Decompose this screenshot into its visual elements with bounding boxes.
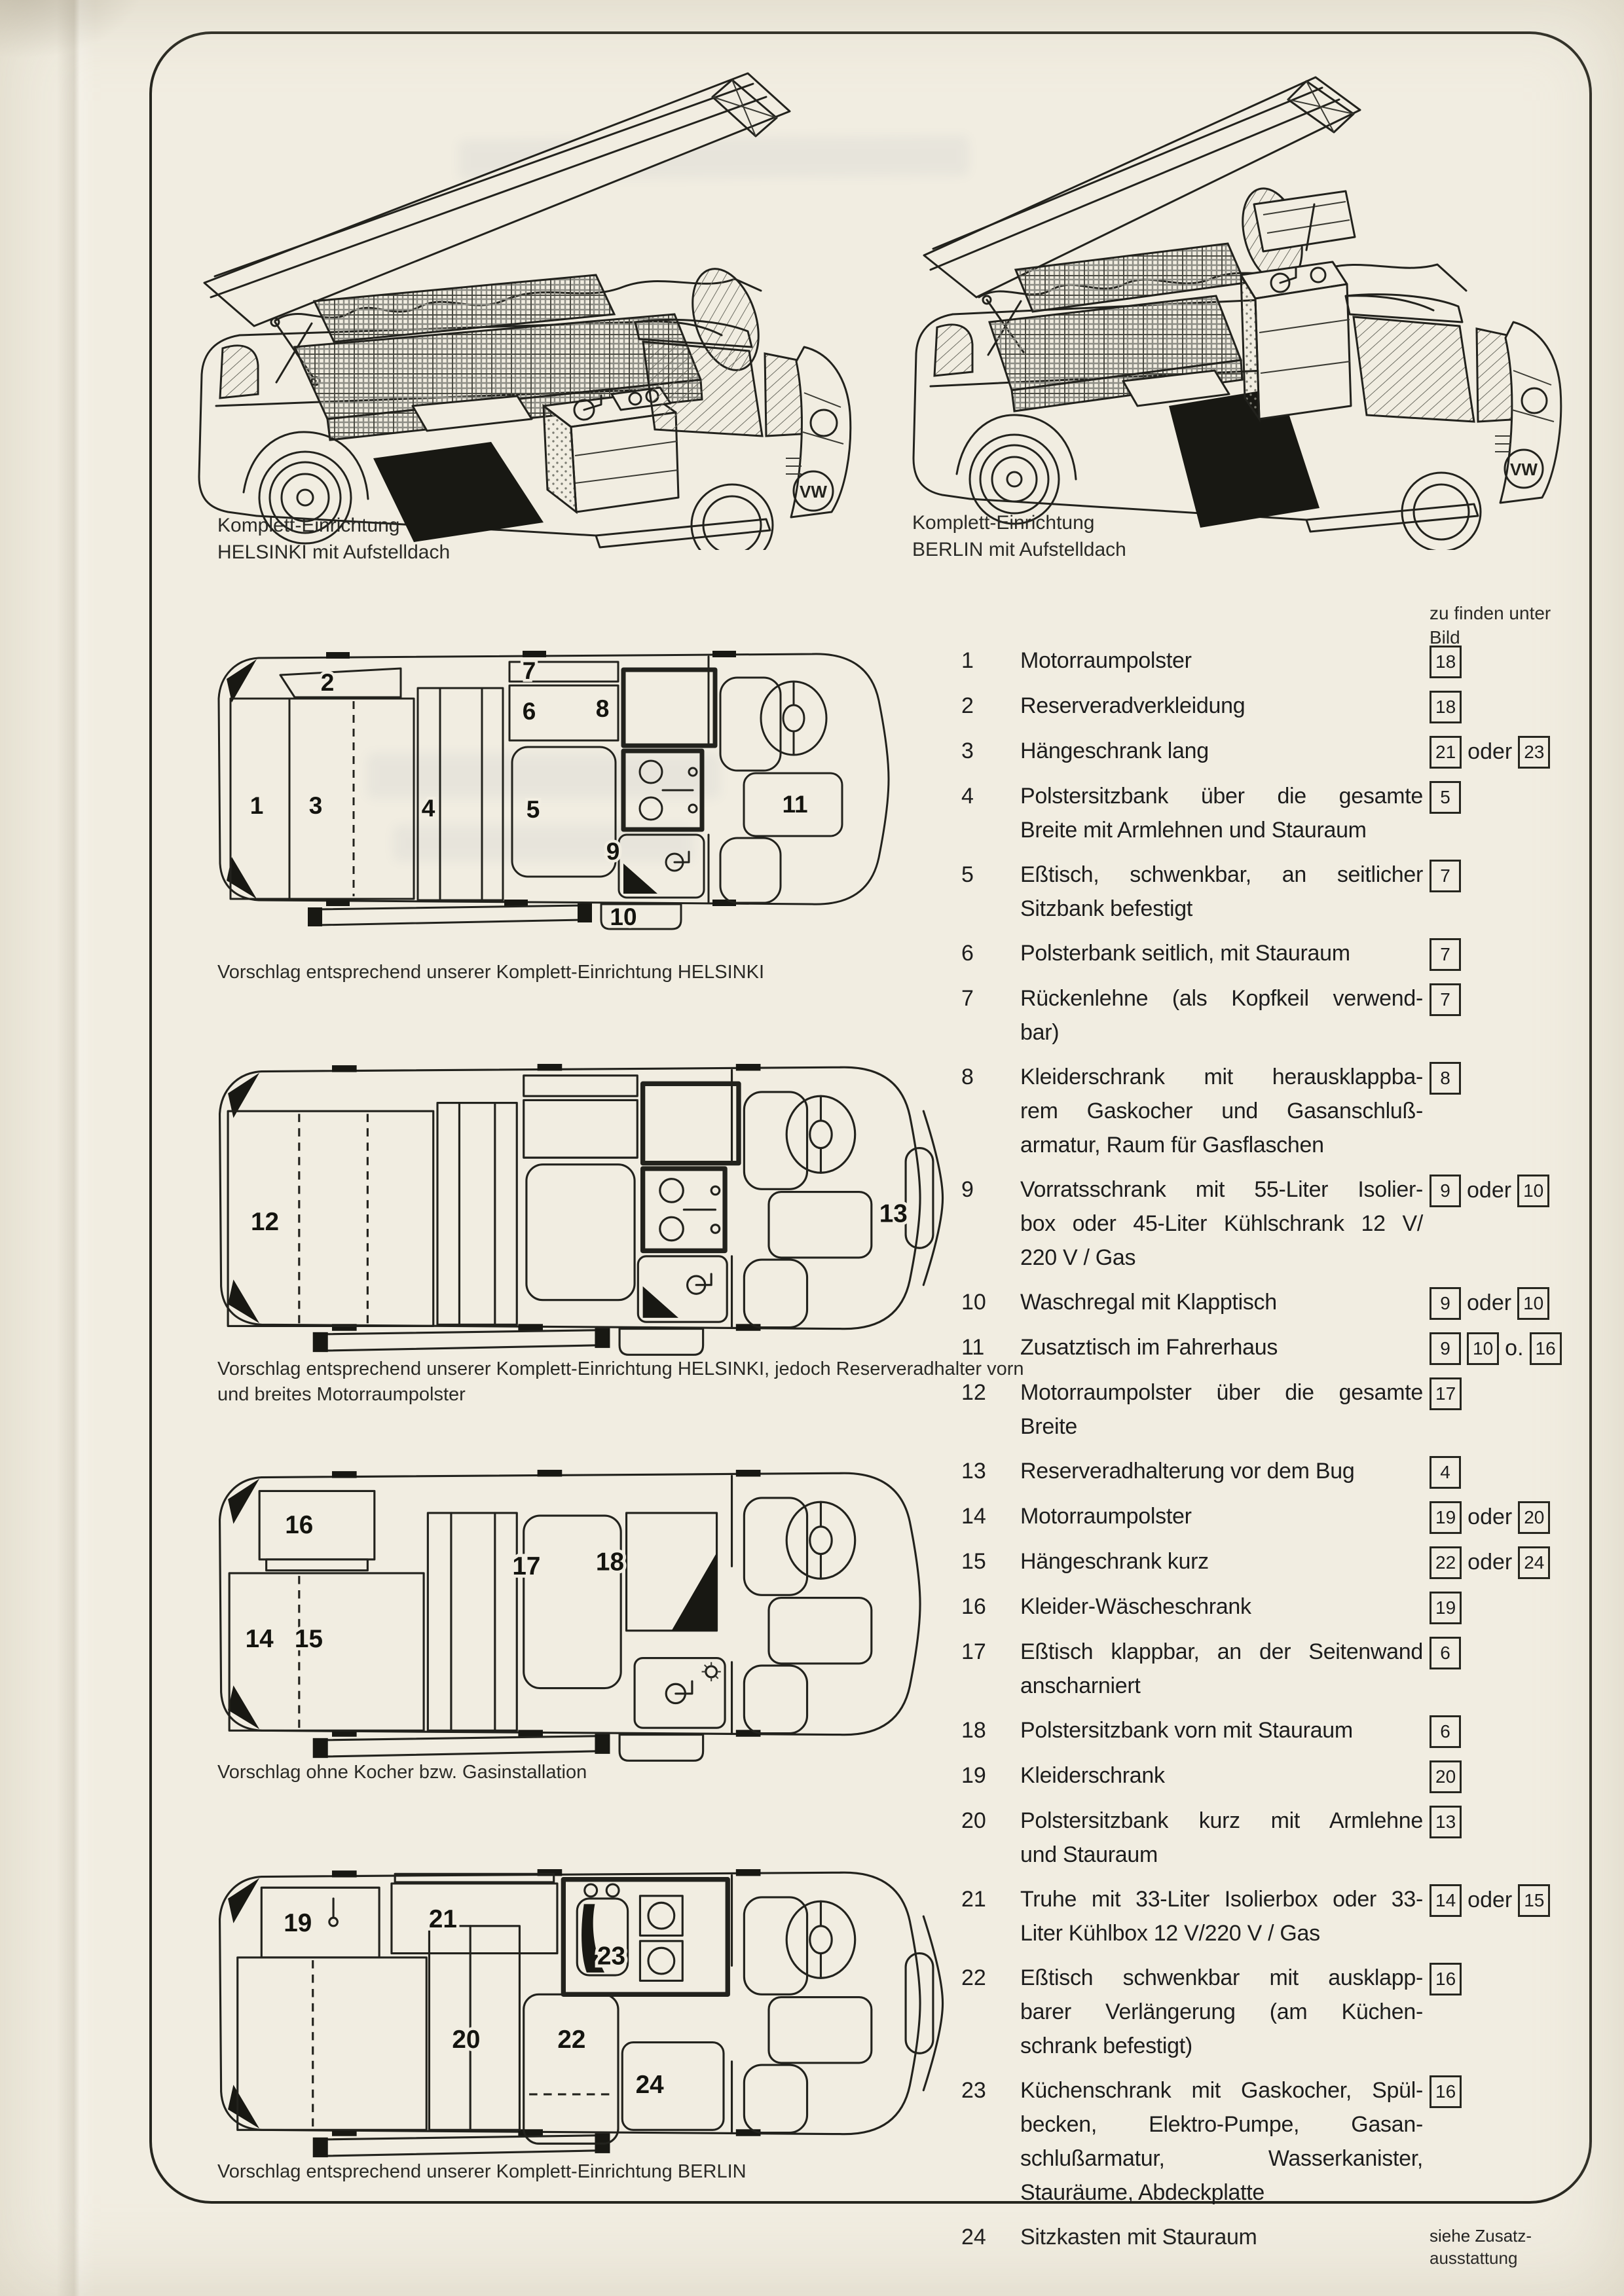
plan-label-8: 8 [595,695,610,722]
item-text-line: Truhe mit 33-Liter Isolierbox oder 33- [1020,1887,1423,1912]
cab-seat [744,1666,807,1734]
image-ref-box: 16 [1430,1963,1462,1995]
item-text-line: bar) [1020,1020,1060,1045]
item-text-line: Kleiderschrank mit herausklappba- [1020,1065,1423,1089]
item-text-line: Motorraumpolster [1020,1504,1192,1529]
plan-caption-3 [217,1760,587,1785]
equipment-item-23 [961,2073,1590,2210]
image-ref-box: 6 [1430,1637,1461,1669]
plan-caption-line: und breites Motorraumpolster [217,1384,466,1405]
plan-label-17: 17 [512,1552,541,1580]
item-image-refs [1430,734,1590,769]
image-ref-box: 20 [1518,1501,1550,1534]
list-header-line: Bild [1430,627,1460,647]
image-ref-box: 20 [1430,1760,1462,1793]
item-text [1020,2073,1423,2210]
item-image-refs [1430,936,1590,971]
svg-text:VW: VW [800,482,827,501]
plan-label-13: 13 [879,1199,908,1228]
image-ref-box: 16 [1530,1332,1562,1365]
item-text [1020,858,1423,926]
image-ref-separator: oder [1467,1504,1513,1529]
item-text [1020,981,1423,1049]
sliding-door [321,1330,602,1351]
item-text [1020,1544,1423,1578]
item-text [1020,1454,1423,1488]
equipment-item-11 [961,1330,1590,1365]
equipment-item-4 [961,779,1590,847]
image-ref-box: 9 [1430,1332,1461,1365]
cab-seat [720,838,781,903]
steering-wheel-icon [786,1096,855,1173]
item-text-line: Reserveradverkleidung [1020,693,1246,718]
item-text [1020,644,1423,678]
plan-label-15: 15 [294,1624,323,1653]
item-text [1020,936,1423,970]
image-ref-box: 9 [1430,1175,1461,1207]
item-text-line: Reserveradhalterung vor dem Bug [1020,1459,1355,1484]
item-image-refs [1430,2073,1590,2108]
rear-side-window [934,325,972,376]
list-header-line: zu finden unter [1430,603,1551,623]
item-image-refs [1430,1804,1590,1838]
item-text-line: rem Gaskocher und Gasanschluß- [1020,1099,1423,1123]
item-text-line: Motorraumpolster [1020,648,1192,673]
item-image-refs [1430,1590,1590,1624]
plan-label-23: 23 [597,1942,626,1971]
floorplan-helsinki-variant [196,1051,950,1362]
equipment-item-18 [961,1713,1590,1748]
item-image-refs [1430,1758,1590,1793]
item-image-refs [1430,689,1590,723]
plan-label-6: 6 [522,698,536,725]
equipment-item-16 [961,1590,1590,1624]
item-text [1020,1590,1423,1624]
rear-wheel [957,415,1076,524]
item-image-refs [1430,1961,1590,1995]
item-image-refs [1430,1173,1590,1207]
item-text-line: Zusatztisch im Fahrerhaus [1020,1335,1278,1360]
item-text-line: barer Verlängerung (am Küchen- [1020,1999,1423,2024]
item-number: 14 [961,1504,986,1529]
item-text-line: Breite mit Armlehnen und Stauraum [1020,818,1367,843]
item-text-line: schlußarmatur, Wasserkanister, [1020,2146,1423,2171]
floorplan-no-cooker [196,1457,950,1768]
image-ref-box: 22 [1430,1546,1462,1579]
item-text-line: Polstersitzbank vorn mit Stauraum [1020,1718,1353,1743]
item-text-line: Küchenschrank mit Gaskocher, Spül- [1020,2078,1423,2103]
plan-label-5: 5 [526,796,540,823]
item-number: 19 [961,1763,986,1788]
item-image-refs [1430,1882,1590,1917]
plan-label-3: 3 [308,792,323,819]
item-number: 4 [961,784,974,809]
item-text [1020,1173,1423,1275]
caption-line: Komplett-Einrichtung [217,515,400,536]
plan-label-4: 4 [421,795,435,822]
item-text-line: Hängeschrank lang [1020,738,1209,763]
grille-vents [1495,436,1511,452]
image-ref-separator: oder [1467,1290,1512,1315]
item-number: 1 [961,648,974,673]
item-text-line: Eßtisch, schwenkbar, an seitlicher [1020,862,1423,887]
equipment-item-14 [961,1499,1590,1534]
image-ref-box: 10 [1467,1332,1499,1365]
image-ref-box: 16 [1430,2075,1462,2108]
item-text-line: Liter Kühlbox 12 V/220 V / Gas [1020,1921,1320,1946]
item-number: 13 [961,1459,986,1484]
plan-caption-1 [217,960,764,985]
item-text [1020,1635,1423,1703]
equipment-item-19 [961,1758,1590,1793]
caption-line: Komplett-Einrichtung [912,512,1095,534]
item-text [1020,1060,1423,1162]
windshield [1354,317,1474,422]
steering-wheel-icon [786,1502,855,1578]
plan-label-18: 18 [595,1548,624,1576]
item-text-line: Vorratsschrank mit 55-Liter Isolier- [1020,1177,1423,1202]
item-image-refs [1430,1285,1590,1320]
equipment-item-10 [961,1285,1590,1320]
item-text [1020,1285,1423,1319]
image-ref-box: 14 [1430,1884,1462,1917]
sliding-door [321,1736,602,1757]
item-text [1020,1376,1423,1444]
item-text [1020,1758,1423,1793]
image-ref-box: 15 [1518,1884,1550,1917]
equipment-item-3 [961,734,1590,769]
image-ref-separator: oder [1467,1178,1512,1203]
equipment-item-2 [961,689,1590,723]
equipment-item-5 [961,858,1590,926]
item-image-refs [1430,779,1590,814]
item-text [1020,2220,1423,2254]
item-text-line: armatur, Raum für Gasflaschen [1020,1133,1324,1157]
list-header [1430,601,1551,649]
image-ref-box: 19 [1430,1592,1462,1624]
plan-label-9: 9 [606,838,620,865]
equipment-item-20 [961,1804,1590,1872]
steering-wheel-icon [761,682,826,755]
sliding-door [321,2136,602,2156]
item-number: 12 [961,1380,986,1405]
item-text [1020,1330,1423,1364]
item-text-line: Polsterbank seitlich, mit Stauraum [1020,941,1350,966]
plan-label-16: 16 [285,1511,314,1540]
item-number: 5 [961,862,974,887]
plan-caption-4 [217,2159,747,2185]
item-text [1020,1961,1423,2063]
windshield [643,342,762,436]
plan-caption-line: Vorschlag entsprechend unserer Komplett-Einrichtung HELSINKI [217,962,764,983]
plan-caption-line: Vorschlag entsprechend unserer Komplett-Einrichtung HELSINKI, jedoch Reserveradhalter vorn [217,1358,1024,1379]
plan-label-19: 19 [284,1909,312,1938]
kitchen-unit [1241,191,1355,419]
image-ref-separator: oder [1467,1550,1513,1575]
plan-label-20: 20 [452,2025,481,2054]
item-image-refs [1430,1544,1590,1579]
item-text-line: Eßtisch klappbar, an der Seitenwand [1020,1639,1423,1664]
plan-label-11: 11 [782,791,808,818]
image-ref-box: 7 [1430,983,1461,1016]
image-ref-box: 7 [1430,860,1461,892]
plan-label-10: 10 [610,903,637,930]
caption-line: BERLIN mit Aufstelldach [912,539,1126,560]
item-image-refs [1430,644,1590,678]
item-text-line: Waschregal mit Klapptisch [1020,1290,1277,1315]
image-ref-note: siehe Zusatz- ausstattung [1430,2226,1532,2268]
door-step [619,1735,703,1761]
item-text [1020,1882,1423,1950]
equipment-item-8 [961,1060,1590,1162]
cab-seat [744,1260,807,1328]
item-text [1020,1499,1423,1533]
helsinki-cutaway-illustration [177,39,871,550]
item-image-refs [1430,1330,1590,1365]
plan-caption-line: Vorschlag entsprechend unserer Komplett-Einrichtung BERLIN [217,2161,747,2182]
item-text [1020,1713,1423,1747]
item-number: 10 [961,1290,986,1315]
item-number: 2 [961,693,974,718]
furniture [231,662,715,900]
paper-fold-crease [56,0,96,2296]
item-image-refs [1430,981,1590,1016]
plan-label-14: 14 [245,1624,274,1653]
equipment-item-15 [961,1544,1590,1579]
image-ref-box: 19 [1430,1501,1462,1534]
image-ref-box: 5 [1430,781,1461,814]
item-number: 22 [961,1965,986,1990]
equipment-item-21 [961,1882,1590,1950]
caption-line: HELSINKI mit Aufstelldach [217,541,451,563]
plan-caption-2 [217,1357,1024,1408]
equipment-item-12 [961,1376,1590,1444]
plan-label-21: 21 [428,1904,457,1933]
floorplan-berlin [196,1856,950,2168]
item-number: 3 [961,738,974,763]
plan-caption-line: Vorschlag ohne Kocher bzw. Gasinstallation [217,1762,587,1783]
item-number: 8 [961,1065,974,1089]
image-ref-box: 21 [1430,736,1462,769]
image-ref-box: 24 [1518,1546,1550,1579]
plan-label-22: 22 [557,2025,586,2054]
equipment-item-7 [961,981,1590,1049]
spare-wheel-front [906,1916,942,2090]
image-ref-box: 6 [1430,1715,1461,1748]
equipment-list [961,644,1590,2280]
image-ref-box: 17 [1430,1377,1462,1410]
image-ref-separator: oder [1467,1887,1513,1912]
image-ref-box: 13 [1430,1806,1462,1838]
item-number: 7 [961,986,974,1011]
rear-side-window [220,346,258,398]
item-image-refs [1430,1454,1590,1489]
equipment-item-13 [961,1454,1590,1489]
helsinki-caption [217,512,450,566]
item-image-refs [1430,1499,1590,1534]
berlin-caption [912,509,1126,563]
image-ref-box: 18 [1430,646,1462,678]
item-image-refs [1430,2220,1590,2269]
equipment-item-24 [961,2220,1590,2269]
item-text-line: Eßtisch schwenkbar mit ausklapp- [1020,1965,1423,1990]
image-ref-separator: o. [1505,1336,1524,1360]
item-number: 18 [961,1718,986,1743]
steering-wheel-icon [786,1901,855,1978]
image-ref-box: 7 [1430,938,1461,971]
item-text [1020,779,1423,847]
front-wheel [1402,473,1481,550]
item-number: 16 [961,1594,986,1619]
item-image-refs [1430,1060,1590,1095]
cab [1346,295,1561,503]
item-image-refs [1430,1635,1590,1669]
item-text-line: Kleiderschrank [1020,1763,1165,1788]
item-text [1020,734,1423,768]
cab-table [769,1598,872,1664]
item-text-line: Polstersitzbank über die gesamte [1020,784,1423,809]
plan-label-24: 24 [635,2070,664,2099]
image-ref-box: 8 [1430,1062,1461,1095]
plan-label-1: 1 [249,792,264,819]
equipment-item-9 [961,1173,1590,1275]
item-number: 9 [961,1177,974,1202]
item-text-line: Polstersitzbank kurz mit Armlehne [1020,1808,1423,1833]
item-text [1020,689,1423,723]
plan-label-2: 2 [320,669,335,696]
item-image-refs [1430,1713,1590,1748]
item-number: 6 [961,941,974,966]
image-ref-box: 23 [1518,736,1550,769]
front-wheel [692,484,773,550]
floorplan-helsinki [196,638,917,936]
cab-table [769,1997,872,2063]
sliding-door [316,905,584,925]
item-image-refs [1430,858,1590,892]
item-number: 17 [961,1639,986,1664]
svg-text:VW: VW [1510,460,1538,479]
item-text-line: box oder 45-Liter Kühlschrank 12 V/ [1020,1211,1423,1236]
item-image-refs [1430,1376,1590,1410]
item-text-line: becken, Elektro-Pumpe, Gasan- [1020,2112,1423,2137]
image-ref-box: 18 [1430,691,1462,723]
image-ref-box: 4 [1430,1456,1461,1489]
image-ref-box: 9 [1430,1287,1461,1320]
image-ref-box: 10 [1517,1287,1549,1320]
item-text-line: Breite [1020,1414,1078,1439]
item-text-line: Sitzbank befestigt [1020,896,1192,921]
berlin-cutaway-illustration [887,39,1581,550]
item-text-line: anscharniert [1020,1673,1141,1698]
item-text-line: Sitzkasten mit Stauraum [1020,2225,1257,2250]
equipment-item-1 [961,644,1590,678]
item-text-line: 220 V / Gas [1020,1245,1136,1270]
item-text-line: Stauräume, Abdeckplatte [1020,2180,1265,2205]
item-text-line: Motorraumpolster über die gesamte [1020,1380,1423,1405]
item-text-line: Rückenlehne (als Kopfkeil verwend- [1020,986,1423,1011]
equipment-item-17 [961,1635,1590,1703]
door-step [619,1329,703,1355]
item-text-line: Kleider-Wäscheschrank [1020,1594,1251,1619]
image-ref-box: 10 [1517,1175,1549,1207]
plan-label-12: 12 [251,1208,280,1237]
item-text-line: und Stauraum [1020,1842,1158,1867]
cab-seat [744,2065,807,2133]
item-text-line: schrank befestigt) [1020,2033,1192,2058]
plan-label-7: 7 [522,657,536,684]
equipment-item-22 [961,1961,1590,2063]
equipment-item-6 [961,936,1590,971]
item-text-line: Hängeschrank kurz [1020,1549,1209,1574]
furniture [228,1076,739,1326]
item-number: 11 [961,1335,985,1360]
item-number: 24 [961,2225,986,2250]
cab-table [769,1192,872,1258]
item-number: 21 [961,1887,986,1912]
image-ref-separator: oder [1467,739,1513,764]
item-number: 23 [961,2078,986,2103]
item-text [1020,1804,1423,1872]
item-number: 20 [961,1808,986,1833]
item-number: 15 [961,1549,986,1574]
spare-wheel-front [906,1111,942,1285]
